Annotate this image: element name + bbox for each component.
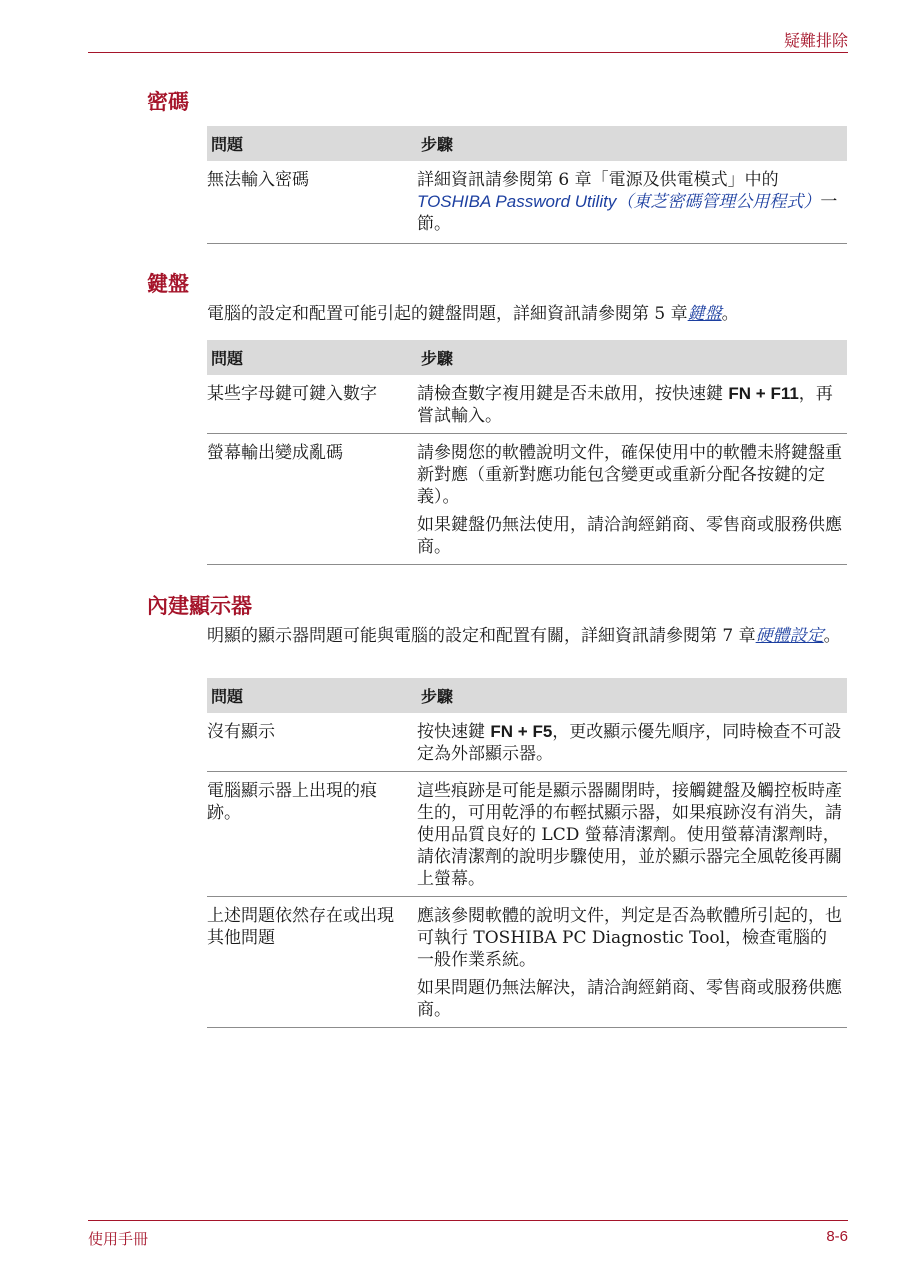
header-rule: [88, 52, 848, 53]
page-number: 8-6: [826, 1228, 848, 1245]
table-row: [207, 772, 847, 897]
steps-cell: [417, 161, 847, 244]
steps-cell: [417, 375, 847, 434]
keyboard-intro: [207, 302, 850, 326]
problem-cell: 某些字母鍵可鍵入數字: [207, 375, 417, 434]
column-header-problem: 問題: [207, 340, 417, 375]
column-header-steps: 步驟: [417, 678, 847, 713]
step-text: 詳細資訊請參閱第 6 章「電源及供電模式」中的: [417, 170, 779, 190]
problem-cell: 電腦顯示器上出現的痕跡。: [207, 772, 417, 897]
problem-cell: 沒有顯示: [207, 713, 417, 772]
steps-cell: [417, 434, 847, 565]
running-header-title: 疑難排除: [783, 31, 848, 50]
display-intro: [207, 624, 850, 648]
footer-rule: [88, 1220, 848, 1221]
step-text-end: ，再嘗試輸入。: [417, 384, 833, 426]
steps-cell: [417, 897, 847, 1028]
table-row: [207, 161, 847, 244]
section-title-keyboard: 鍵盤: [147, 272, 189, 296]
step-text-end: ，更改顯示優先順序，同時檢查不可設定為外部顯示器。: [417, 722, 842, 764]
keyboard-table: [207, 340, 847, 565]
footer-manual-title: 使用手冊: [88, 1230, 149, 1248]
table-row: [207, 434, 847, 565]
intro-end: 。: [823, 626, 841, 646]
column-header-steps: 步驟: [417, 340, 847, 375]
keyboard-chapter-link[interactable]: 鍵盤: [687, 304, 722, 324]
intro-text: 電腦的設定和配置可能引起的鍵盤問題，詳細資訊請參閱第 5 章: [207, 304, 688, 324]
section-title-display: 內建顯示器: [147, 594, 252, 618]
hotkey-label: FN + F11: [728, 384, 799, 403]
problem-cell: 上述問題依然存在或出現其他問題: [207, 897, 417, 1028]
column-header-problem: 問題: [207, 126, 417, 161]
intro-end: 。: [721, 304, 739, 324]
step-paragraph: 請參閱您的軟體說明文件，確保使用中的軟體未將鍵盤重新對應（重新對應功能包含變更或重新分配各按鍵的定義）。: [417, 443, 842, 507]
intro-text: 明顯的顯示器問題可能與電腦的設定和配置有關，詳細資訊請參閱第 7 章: [207, 626, 756, 646]
problem-cell: 螢幕輸出變成亂碼: [207, 434, 417, 565]
step-paragraph: 應該參閱軟體的說明文件，判定是否為軟體所引起的，也可執行 TOSHIBA PC Diagnostic Tool，檢查電腦的一般作業系統。: [417, 906, 842, 970]
step-paragraph: 如果問題仍無法解決，請洽詢經銷商、零售商或服務供應商。: [417, 978, 842, 1020]
hardware-setup-chapter-link[interactable]: 硬體設定: [755, 626, 824, 646]
column-header-steps: 步驟: [417, 126, 847, 161]
steps-cell: [417, 713, 847, 772]
table-header-row: [207, 126, 847, 161]
password-utility-link[interactable]: TOSHIBA Password Utility（東芝密碼管理公用程式）: [417, 192, 821, 211]
steps-cell: [417, 772, 847, 897]
display-table: [207, 678, 847, 1028]
column-header-problem: 問題: [207, 678, 417, 713]
step-text: 按快速鍵: [417, 722, 491, 742]
step-text-end: 一節。: [417, 192, 838, 234]
section-title-password: 密碼: [147, 90, 189, 114]
table-row: [207, 713, 847, 772]
step-paragraph: 這些痕跡是可能是顯示器關閉時，接觸鍵盤及觸控板時產生的，可用乾淨的布輕拭顯示器，如果痕跡沒有消失，請使用品質良好的 LCD 螢幕清潔劑。使用螢幕清潔劑時，請依清潔劑的說明步驟使用，並於顯示器完全風乾後再關上螢幕。: [417, 781, 842, 889]
table-row: [207, 375, 847, 434]
table-header-row: [207, 678, 847, 713]
step-paragraph: 如果鍵盤仍無法使用，請洽詢經銷商、零售商或服務供應商。: [417, 515, 842, 557]
problem-cell: 無法輸入密碼: [207, 161, 417, 244]
table-row: [207, 897, 847, 1028]
hotkey-label: FN + F5: [490, 722, 553, 741]
password-table: [207, 126, 847, 244]
step-text: 請檢查數字複用鍵是否未啟用，按快速鍵: [417, 384, 729, 404]
table-header-row: [207, 340, 847, 375]
